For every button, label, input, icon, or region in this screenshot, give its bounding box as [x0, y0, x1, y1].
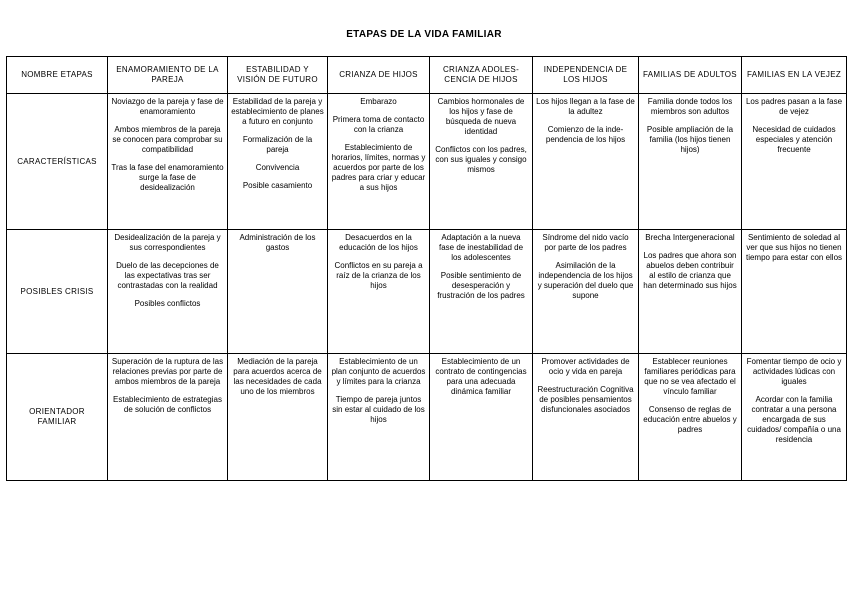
- table-cell: [228, 230, 328, 354]
- table-cell: [328, 94, 430, 230]
- cell-paragraph: Establecimiento de horarios, límites, normas y acuerdos por parte de los padres para criar y educar a sus hijos: [331, 143, 426, 192]
- cell-paragraph: Mediación de la pareja para acuerdos acerca de las necesidades de cada uno de los miembros: [233, 357, 322, 396]
- header-row: [7, 57, 847, 94]
- row-label: CARACTERÍSTICAS: [7, 94, 108, 230]
- header-cell: CRIANZA ADOLES-CENCIA DE HIJOS: [430, 57, 533, 94]
- cell-paragraph: Ambos miembros de la pareja se conocen para comprobar su compatibilidad: [112, 125, 223, 154]
- table-cell: [533, 94, 639, 230]
- header-cell: FAMILIAS EN LA VEJEZ: [742, 57, 847, 94]
- cell-paragraph: Convivencia: [255, 163, 300, 172]
- cell-paragraph: Asimilación de la independencia de los hijos y superación del duelo que supone: [537, 261, 634, 300]
- cell-paragraph: Establecimiento de un plan conjunto de acuerdos y límites para la crianza: [331, 357, 426, 386]
- table-row: [7, 94, 847, 230]
- cell-paragraph: Noviazgo de la pareja y fase de enamoramiento: [111, 97, 224, 116]
- table-cell: [430, 94, 533, 230]
- family-stages-table: [6, 56, 847, 481]
- document-title: ETAPAS DE LA VIDA FAMILIAR: [346, 29, 502, 40]
- cell-paragraph: Establecer reuniones familiares periódicas para que no se vea afectado el vínculo familiar: [644, 357, 736, 396]
- cell-paragraph: Los hijos llegan a la fase de la adultez: [536, 97, 635, 116]
- cell-paragraph: Conflictos con los padres, con sus iguales y consigo mismos: [435, 145, 527, 174]
- cell-paragraph: Síndrome del nido vacío por parte de los padres: [542, 233, 629, 252]
- header-cell: CRIANZA DE HIJOS: [328, 57, 430, 94]
- cell-paragraph: Estabilidad de la pareja y establecimiento de planes a futuro en conjunto: [231, 97, 324, 126]
- table-cell: [108, 94, 228, 230]
- cell-paragraph: Acordar con la familia contratar a una persona encargada de sus cuidados/ compañía o una residencia: [747, 395, 841, 444]
- cell-paragraph: Brecha Intergeneracional: [645, 233, 735, 242]
- cell-paragraph: Posibles conflictos: [134, 299, 201, 308]
- table-cell: [742, 94, 847, 230]
- table-row: [7, 354, 847, 481]
- cell-paragraph: Administración de los gastos: [239, 233, 316, 252]
- table-cell: [108, 230, 228, 354]
- cell-paragraph: Necesidad de cuidados especiales y atención frecuente: [752, 125, 836, 154]
- cell-paragraph: Superación de la ruptura de las relaciones previas por parte de ambos miembros de la pareja: [111, 357, 224, 386]
- cell-paragraph: Tras la fase del enamoramiento surge la fase de desidealización: [111, 163, 224, 192]
- cell-paragraph: Tiempo de pareja juntos sin estar al cuidado de los hijos: [332, 395, 425, 424]
- cell-paragraph: Cambios hormonales de los hijos y fase de búsqueda de nueva identidad: [437, 97, 525, 136]
- cell-paragraph: Posible ampliación de la familia (los hijos tienen hijos): [646, 125, 734, 154]
- header-cell: ENAMORAMIENTO DE LA PAREJA: [108, 57, 228, 94]
- table-cell: [328, 354, 430, 481]
- cell-paragraph: Fomentar tiempo de ocio y actividades lúdicas con iguales: [746, 357, 842, 386]
- table-row: [7, 230, 847, 354]
- cell-paragraph: Familia donde todos los miembros son adultos: [647, 97, 733, 116]
- table-cell: [639, 354, 742, 481]
- table-cell: [742, 230, 847, 354]
- table-cell: [533, 230, 639, 354]
- header-cell: INDEPENDENCIA DE LOS HIJOS: [533, 57, 639, 94]
- header-cell: NOMBRE ETAPAS: [7, 57, 108, 94]
- cell-paragraph: Establecimiento de un contrato de contingencias para una adecuada dinámica familiar: [435, 357, 527, 396]
- cell-paragraph: Reestructuración Cognitiva de posibles pensamientos disfuncionales asociados: [537, 385, 634, 414]
- row-label: ORIENTADOR FAMILIAR: [7, 354, 108, 481]
- cell-paragraph: Duelo de las decepciones de las expectativas tras ser contrastadas con la realidad: [116, 261, 219, 290]
- cell-paragraph: Establecimiento de estrategias de solución de conflictos: [113, 395, 222, 414]
- table-cell: [108, 354, 228, 481]
- cell-paragraph: Embarazo: [360, 97, 397, 106]
- cell-paragraph: Promover actividades de ocio y vida en pareja: [541, 357, 630, 376]
- cell-paragraph: Posible sentimiento de desesperación y frustración de los padres: [437, 271, 525, 300]
- table-cell: [430, 354, 533, 481]
- cell-paragraph: Formalización de la pareja: [242, 135, 313, 154]
- table-cell: [430, 230, 533, 354]
- cell-paragraph: Desacuerdos en la educación de los hijos: [339, 233, 418, 252]
- row-label: POSIBLES CRISIS: [7, 230, 108, 354]
- header-cell: ESTABILIDAD Y VISIÓN DE FUTURO: [228, 57, 328, 94]
- cell-paragraph: Los padres pasan a la fase de vejez: [745, 97, 843, 116]
- cell-paragraph: Desidealización de la pareja y sus correspondientes: [114, 233, 221, 252]
- cell-paragraph: Comienzo de la inde-pendencia de los hijos: [545, 125, 626, 144]
- cell-paragraph: Los padres que ahora son abuelos deben contribuir al estilo de crianza que han determinado sus hijos: [643, 251, 737, 290]
- header-cell: FAMILIAS DE ADULTOS: [639, 57, 742, 94]
- table-cell: [533, 354, 639, 481]
- cell-paragraph: Primera toma de contacto con la crianza: [332, 115, 425, 134]
- cell-paragraph: Adaptación a la nueva fase de inestabilidad de los adolescentes: [438, 233, 524, 262]
- table-cell: [639, 94, 742, 230]
- table-cell: [328, 230, 430, 354]
- table-cell: [228, 354, 328, 481]
- cell-paragraph: Posible casamiento: [242, 181, 313, 190]
- table-cell: [228, 94, 328, 230]
- cell-paragraph: Consenso de reglas de educación entre abuelos y padres: [643, 405, 737, 434]
- table-cell: [742, 354, 847, 481]
- table-cell: [639, 230, 742, 354]
- cell-paragraph: Sentimiento de soledad al ver que sus hijos no tienen tiempo para estar con ellos: [745, 233, 843, 262]
- cell-paragraph: Conflictos en su pareja a raíz de la crianza de los hijos: [334, 261, 423, 290]
